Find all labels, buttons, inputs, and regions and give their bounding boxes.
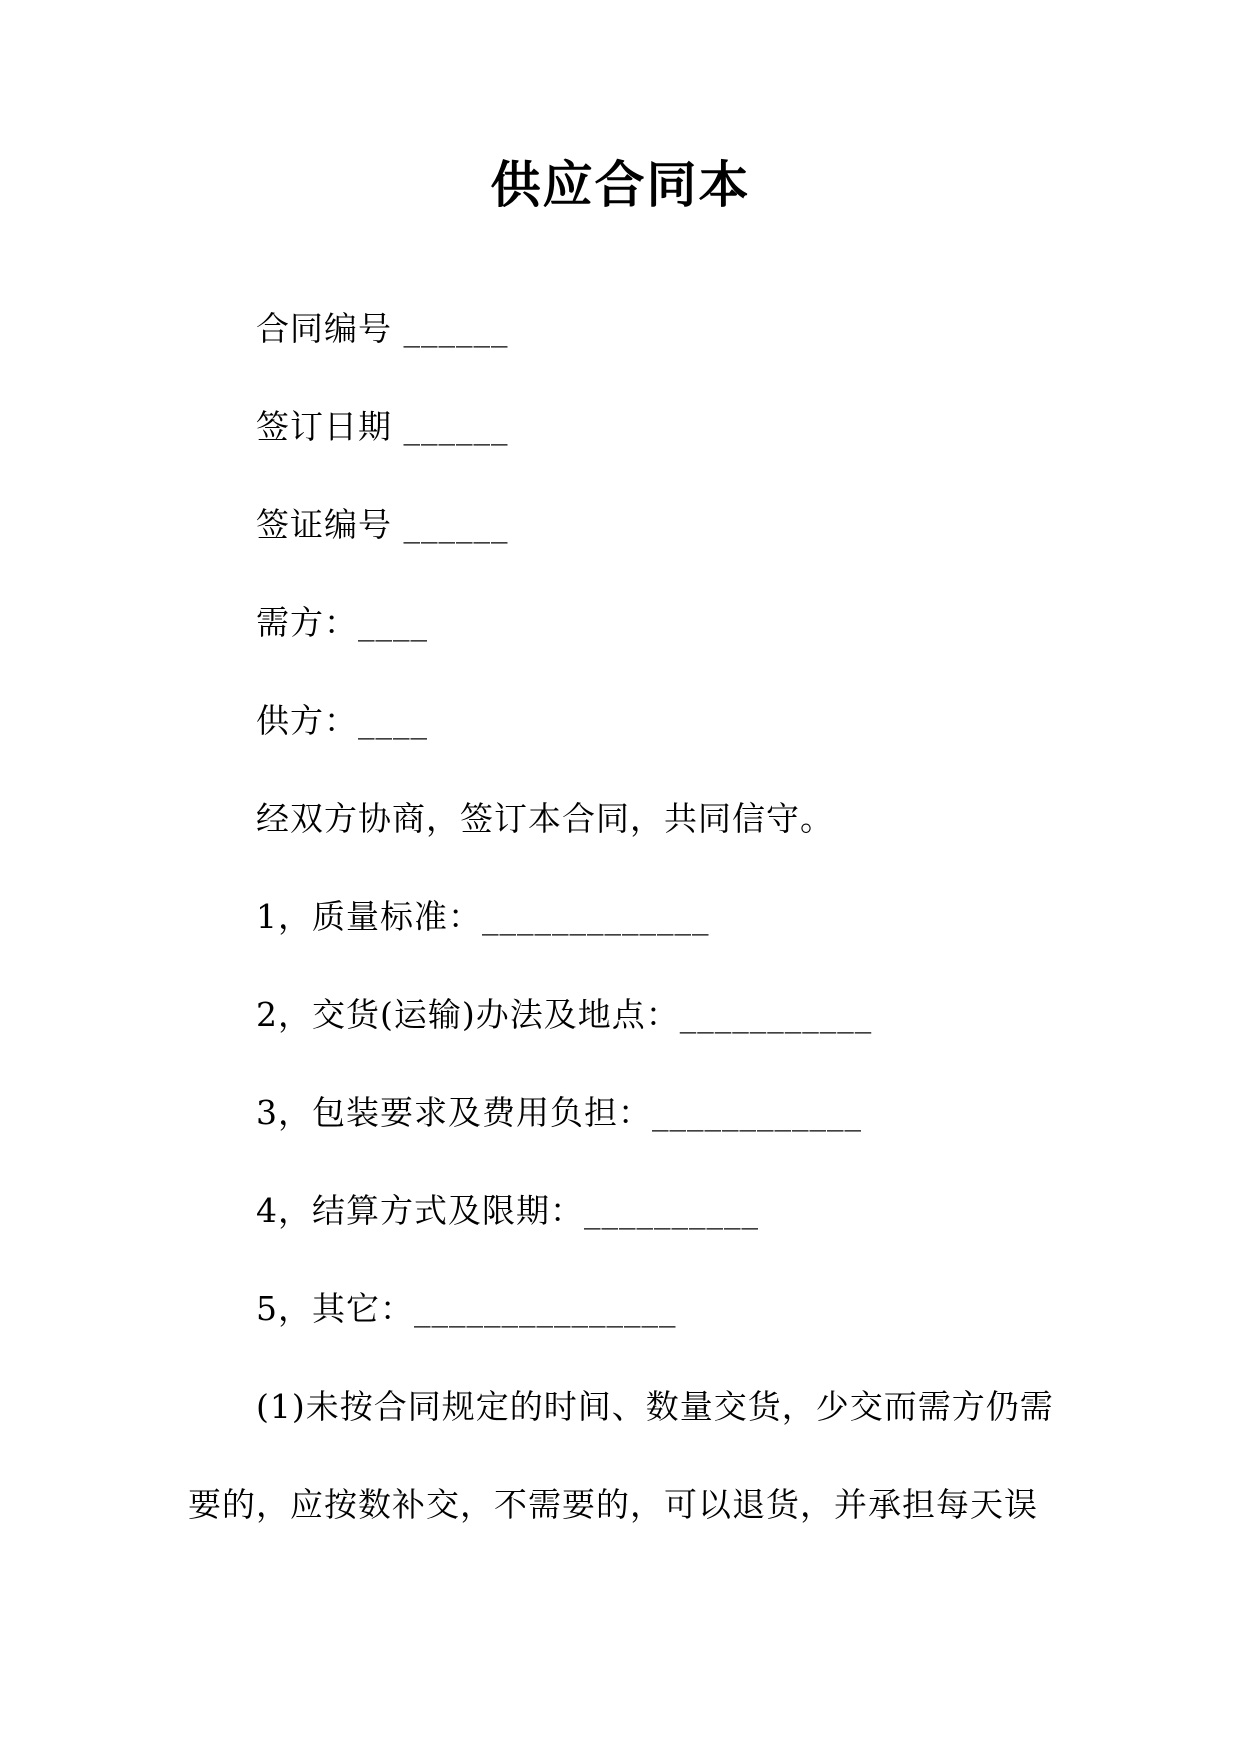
field-visa-number: 签证编号 ______ [256, 505, 509, 544]
intro-text: 经双方协商，签订本合同，共同信守。 [256, 799, 834, 838]
paragraph-line-1-text: (1)未按合同规定的时间、数量交货，少交而需方仍需 [256, 1387, 1054, 1426]
clause-quality: 1，质量标准：_____________ [256, 897, 710, 936]
clause-packaging: 3，包装要求及费用负担：____________ [256, 1093, 862, 1132]
field-buyer: 需方：____ [256, 603, 428, 642]
field-contract-number: 合同编号 ______ [256, 309, 509, 348]
document-title: 供应合同本 [490, 155, 751, 214]
paragraph-line-1 [188, 1382, 1068, 1432]
field-signing-date: 签订日期 ______ [256, 407, 509, 446]
paragraph-line-2: 要的，应按数补交，不需要的，可以退货，并承担每天误 [188, 1485, 1038, 1524]
clause-delivery: 2，交货(运输)办法及地点：___________ [256, 995, 873, 1034]
clause-settlement: 4，结算方式及限期：__________ [256, 1191, 759, 1230]
clause-other: 5，其它：_______________ [256, 1289, 677, 1328]
field-supplier: 供方：____ [256, 701, 428, 740]
